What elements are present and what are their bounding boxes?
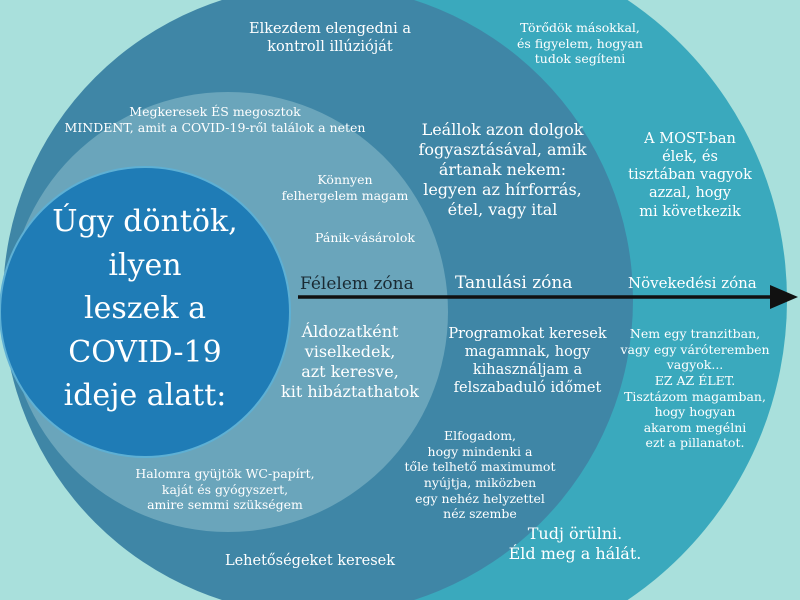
fear-item-victim: Áldozatként viselkedek, azt keresve, kit hibáztathatok <box>281 322 419 401</box>
core-statement: Úgy döntök, ilyen leszek a COVID-19 ideje alatt: <box>52 204 238 413</box>
growth-item-care: Törődök másokkal, és figyelem, hogyan tudok segíteni <box>517 20 643 67</box>
learning-zone-label: Tanulási zóna <box>455 273 573 293</box>
learning-item-control: Elkezdem elengedni a kontroll illúzióját <box>249 21 411 56</box>
learning-item-opportunities: Lehetőségeket keresek <box>224 553 396 569</box>
fear-zone-label: Félelem zóna <box>300 274 414 294</box>
learning-item-accept: Elfogadom, hogy mindenki a tőle telhető maximumot nyújtja, miközben egy nehéz helyzettel néz szembe <box>404 428 556 522</box>
learning-item-programs: Programokat keresek magamnak, hogy kihasználjam a felszabaduló időmet <box>448 326 607 397</box>
fear-item-hoard: Halomra gyüjtök WC-papírt, kaját és gyógyszert, amire semmi szükségem <box>135 466 315 513</box>
fear-item-irritated: Könnyen felhergelem magam <box>281 172 409 203</box>
learning-item-stop: Leállok azon dolgok fogyasztásával, amik ártanak nekem: legyen az hírforrás, étel, vagy ital <box>418 120 587 219</box>
growth-zone-label: Növekedési zóna <box>628 274 757 292</box>
fear-item-share: Megkeresek ÉS megosztok MINDENT, amit a COVID-19-ről találok a neten <box>64 104 366 135</box>
growth-item-life: Nem egy tranzitban, vagy egy váróteremben vagyok... EZ AZ ÉLET. Tisztázom magamban, hogy hogyan akarom megélni ezt a pillanatot. <box>620 326 770 451</box>
fear-item-panic: Pánik-vásárolok <box>315 230 415 245</box>
growth-item-now: A MOST-ban élek, és tisztában vagyok azzal, hogy mi következik <box>628 131 752 220</box>
growth-item-joy: Tudj örülni. Éld meg a hálát. <box>508 524 642 563</box>
